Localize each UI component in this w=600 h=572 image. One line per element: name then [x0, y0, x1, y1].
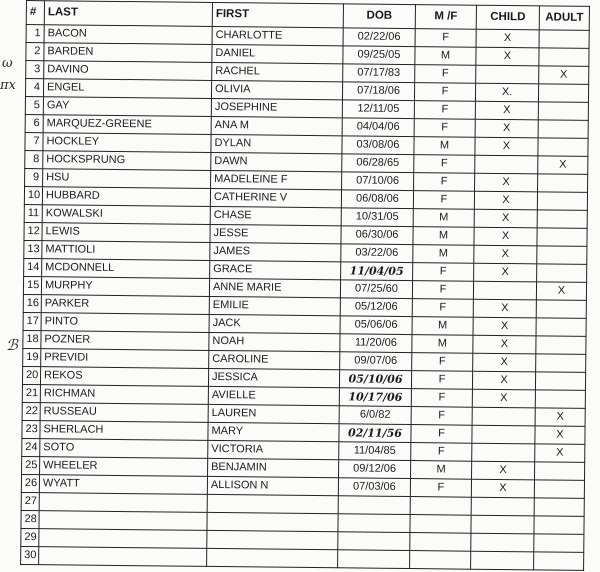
cell-adult: X — [535, 426, 585, 445]
cell-child — [476, 65, 539, 84]
margin-note-rx: πx — [0, 78, 16, 93]
cell-num: 28 — [21, 510, 39, 528]
cell-child: X — [475, 119, 538, 138]
cell-adult — [534, 552, 584, 571]
cell-last: MURPHY — [41, 277, 209, 297]
cell-child: X. — [475, 83, 538, 102]
col-header-last: LAST — [44, 1, 212, 27]
cell-num: 20 — [22, 366, 40, 384]
cell-mf — [410, 497, 471, 516]
cell-adult — [534, 498, 584, 517]
cell-mf — [410, 515, 471, 534]
cell-adult — [538, 138, 588, 157]
cell-first: JOSEPHINE — [211, 98, 342, 117]
cell-num: 14 — [24, 258, 42, 276]
cell-last: MARQUEZ-GREENE — [43, 115, 211, 135]
cell-dob: 04/04/06 — [342, 118, 414, 137]
cell-dob — [338, 532, 410, 551]
cell-adult — [535, 390, 585, 409]
cell-last: PARKER — [41, 295, 209, 315]
cell-first: JAMES — [210, 242, 341, 261]
cell-adult — [535, 372, 585, 391]
cell-first: JACK — [209, 314, 340, 333]
cell-child: X — [474, 209, 537, 228]
cell-child — [472, 407, 535, 426]
cell-last: DAVINO — [44, 61, 212, 81]
cell-dob: 09/25/05 — [343, 46, 415, 65]
cell-num: 26 — [21, 474, 39, 492]
roster-table — [20, 0, 590, 571]
cell-mf: F — [413, 191, 474, 210]
cell-last: PINTO — [41, 313, 209, 333]
roster-body — [21, 25, 590, 571]
cell-num: 5 — [25, 96, 43, 114]
cell-last: RICHMAN — [40, 385, 208, 405]
cell-num: 19 — [23, 348, 41, 366]
cell-adult — [535, 462, 585, 481]
margin-note-w: ω — [2, 56, 13, 71]
cell-first: GRACE — [210, 260, 341, 279]
cell-last: POZNER — [41, 331, 209, 351]
cell-adult: X — [535, 444, 585, 463]
cell-mf: F — [415, 29, 476, 48]
cell-child: X — [474, 245, 537, 264]
cell-dob: 07/25/60 — [340, 280, 412, 299]
cell-dob: 07/10/06 — [342, 172, 414, 191]
cell-mf: M — [414, 137, 475, 156]
cell-mf: F — [414, 83, 475, 102]
cell-adult — [537, 192, 587, 211]
cell-child — [472, 443, 535, 462]
cell-mf: M — [411, 461, 472, 480]
cell-adult: X — [538, 156, 588, 175]
cell-last: BARDEN — [44, 43, 212, 63]
cell-dob — [338, 514, 410, 533]
col-header-first: FIRST — [212, 2, 343, 27]
cell-mf: F — [412, 353, 473, 372]
cell-mf: F — [414, 119, 475, 138]
cell-first: MARY — [208, 422, 339, 441]
cell-first: NOAH — [209, 332, 340, 351]
col-header-child: CHILD — [476, 5, 539, 30]
cell-first — [207, 530, 338, 549]
cell-last: BACON — [44, 25, 212, 45]
cell-last: MCDONNELL — [42, 259, 210, 279]
cell-adult — [537, 246, 587, 265]
cell-child: X — [476, 47, 539, 66]
cell-dob: 10/17/06 — [339, 388, 411, 407]
cell-last: GAY — [43, 97, 211, 117]
cell-first: CATHERINE V — [210, 188, 341, 207]
cell-num: 12 — [24, 222, 42, 240]
cell-first: MADELEINE F — [211, 170, 342, 189]
cell-mf: F — [414, 155, 475, 174]
cell-child — [471, 515, 534, 534]
cell-child — [473, 281, 536, 300]
cell-adult — [538, 84, 588, 103]
cell-num: 24 — [22, 438, 40, 456]
cell-mf: F — [411, 371, 472, 390]
cell-child: X — [473, 317, 536, 336]
cell-first: RACHEL — [212, 62, 343, 81]
cell-dob: 07/17/83 — [343, 64, 415, 83]
cell-last: PREVIDI — [41, 349, 209, 369]
cell-first: AVIELLE — [208, 386, 339, 405]
cell-num: 1 — [26, 25, 44, 43]
cell-dob: 11/04/85 — [339, 442, 411, 461]
cell-dob: 05/12/06 — [340, 298, 412, 317]
cell-num: 9 — [25, 168, 43, 186]
cell-first: JESSE — [210, 224, 341, 243]
cell-num: 7 — [25, 132, 43, 150]
cell-first: DAWN — [211, 152, 342, 171]
cell-first: ANA M — [211, 116, 342, 135]
cell-last — [39, 547, 207, 567]
cell-dob: 09/12/06 — [339, 460, 411, 479]
cell-num: 8 — [25, 150, 43, 168]
cell-num: 18 — [23, 330, 41, 348]
col-header-adult: ADULT — [539, 6, 589, 31]
cell-adult — [537, 264, 587, 283]
cell-adult: X — [539, 66, 589, 85]
roster-sheet — [20, 0, 590, 571]
cell-last: HOCKLEY — [43, 133, 211, 153]
cell-dob: 07/18/06 — [342, 82, 414, 101]
cell-dob: 06/28/65 — [342, 154, 414, 173]
cell-mf: M — [415, 47, 476, 66]
cell-adult — [537, 228, 587, 247]
col-header-num: # — [26, 1, 44, 25]
cell-adult — [536, 336, 586, 355]
cell-num: 22 — [22, 402, 40, 420]
cell-first — [207, 512, 338, 531]
cell-first: ALLISON N — [207, 476, 338, 495]
cell-adult — [536, 318, 586, 337]
cell-first: EMILIE — [209, 296, 340, 315]
cell-mf: M — [412, 335, 473, 354]
cell-mf: M — [413, 209, 474, 228]
cell-adult — [534, 516, 584, 535]
cell-first: JESSICA — [208, 368, 339, 387]
cell-adult — [536, 354, 586, 373]
cell-child: X — [475, 173, 538, 192]
cell-child: X — [472, 389, 535, 408]
cell-mf: M — [412, 317, 473, 336]
cell-adult — [538, 120, 588, 139]
cell-mf: F — [412, 299, 473, 318]
cell-first: ANNE MARIE — [209, 278, 340, 297]
cell-adult — [534, 534, 584, 553]
cell-adult: X — [535, 408, 585, 427]
cell-last: HSU — [43, 169, 211, 189]
cell-num: 25 — [22, 456, 40, 474]
cell-first: DYLAN — [211, 134, 342, 153]
cell-mf — [410, 533, 471, 552]
cell-mf: F — [411, 443, 472, 462]
cell-child: X — [474, 263, 537, 282]
cell-child: X — [475, 101, 538, 120]
cell-last: WYATT — [39, 475, 207, 495]
cell-child: X — [472, 371, 535, 390]
cell-child: X — [474, 191, 537, 210]
cell-dob: 03/22/06 — [341, 244, 413, 263]
cell-adult: X — [536, 282, 586, 301]
cell-num: 11 — [24, 204, 42, 222]
margin-note-b: ℬ — [6, 336, 18, 354]
cell-adult — [539, 48, 589, 67]
cell-num: 4 — [25, 79, 43, 97]
cell-dob: 6/0/82 — [339, 406, 411, 425]
cell-last: LEWIS — [42, 223, 210, 243]
cell-child: X — [472, 461, 535, 480]
cell-adult — [536, 300, 586, 319]
cell-last: SOTO — [40, 439, 208, 459]
cell-num: 17 — [23, 312, 41, 330]
cell-first: BENJAMIN — [208, 458, 339, 477]
cell-last: REKOS — [40, 367, 208, 387]
cell-num: 23 — [22, 420, 40, 438]
cell-num: 21 — [22, 384, 40, 402]
cell-mf: M — [413, 227, 474, 246]
cell-first: DANIEL — [212, 44, 343, 63]
cell-child — [471, 497, 534, 516]
cell-dob: 05/10/06 — [339, 370, 411, 389]
cell-dob: 06/08/06 — [341, 190, 413, 209]
cell-num: 3 — [26, 61, 44, 79]
cell-num: 2 — [26, 43, 44, 61]
cell-last: HOCKSPRUNG — [43, 151, 211, 171]
col-header-mf: M /F — [415, 5, 476, 30]
cell-child — [471, 551, 534, 570]
cell-child: X — [473, 335, 536, 354]
cell-dob: 10/31/05 — [341, 208, 413, 227]
cell-num: 16 — [23, 294, 41, 312]
cell-num: 6 — [25, 114, 43, 132]
cell-mf — [410, 551, 471, 570]
cell-last — [39, 529, 207, 549]
cell-num: 10 — [24, 186, 42, 204]
cell-dob: 09/07/06 — [340, 352, 412, 371]
cell-first — [207, 548, 338, 567]
cell-num: 27 — [21, 492, 39, 510]
cell-mf: F — [411, 407, 472, 426]
cell-mf: M — [413, 245, 474, 264]
cell-mf: F — [411, 389, 472, 408]
cell-dob: 07/03/06 — [338, 478, 410, 497]
cell-dob: 05/06/06 — [340, 316, 412, 335]
cell-child: X — [474, 227, 537, 246]
cell-child — [472, 425, 535, 444]
cell-first: OLIVIA — [211, 80, 342, 99]
cell-first: CHARLOTTE — [212, 26, 343, 45]
cell-num: 13 — [24, 240, 42, 258]
cell-child — [471, 533, 534, 552]
cell-last: MATTIOLI — [42, 241, 210, 261]
cell-adult — [538, 174, 588, 193]
cell-adult — [538, 102, 588, 121]
cell-dob — [338, 550, 410, 569]
cell-dob: 11/20/06 — [340, 334, 412, 353]
cell-mf: F — [410, 479, 471, 498]
cell-adult — [534, 480, 584, 499]
cell-dob: 02/11/56 — [339, 424, 411, 443]
cell-first — [207, 494, 338, 513]
cell-child: X — [471, 479, 534, 498]
cell-dob: 11/04/05 — [341, 262, 413, 281]
cell-child: X — [475, 137, 538, 156]
cell-dob: 02/22/06 — [343, 28, 415, 47]
cell-adult — [537, 210, 587, 229]
cell-first: CAROLINE — [209, 350, 340, 369]
cell-dob: 12/11/05 — [342, 100, 414, 119]
cell-last — [39, 493, 207, 513]
cell-dob: 03/08/06 — [342, 136, 414, 155]
cell-child: X — [473, 299, 536, 318]
cell-num: 30 — [21, 546, 39, 564]
cell-last: RUSSEAU — [40, 403, 208, 423]
cell-last — [39, 511, 207, 531]
cell-child: X — [476, 29, 539, 48]
cell-num: 29 — [21, 528, 39, 546]
cell-mf: F — [412, 281, 473, 300]
cell-dob: 06/30/06 — [341, 226, 413, 245]
cell-first: VICTORIA — [208, 440, 339, 459]
cell-last: SHERLACH — [40, 421, 208, 441]
cell-adult — [539, 30, 589, 49]
cell-mf: F — [414, 101, 475, 120]
cell-num: 15 — [23, 276, 41, 294]
cell-last: HUBBARD — [42, 187, 210, 207]
cell-last: KOWALSKI — [42, 205, 210, 225]
cell-dob — [338, 496, 410, 515]
cell-first: LAUREN — [208, 404, 339, 423]
cell-mf: F — [414, 173, 475, 192]
cell-last: ENGEL — [43, 79, 211, 99]
cell-mf: F — [415, 65, 476, 84]
col-header-dob: DOB — [343, 4, 415, 29]
cell-last: WHEELER — [40, 457, 208, 477]
cell-mf: F — [411, 425, 472, 444]
cell-first: CHASE — [210, 206, 341, 225]
cell-mf: F — [413, 263, 474, 282]
cell-child: X — [473, 353, 536, 372]
cell-child — [475, 155, 538, 174]
